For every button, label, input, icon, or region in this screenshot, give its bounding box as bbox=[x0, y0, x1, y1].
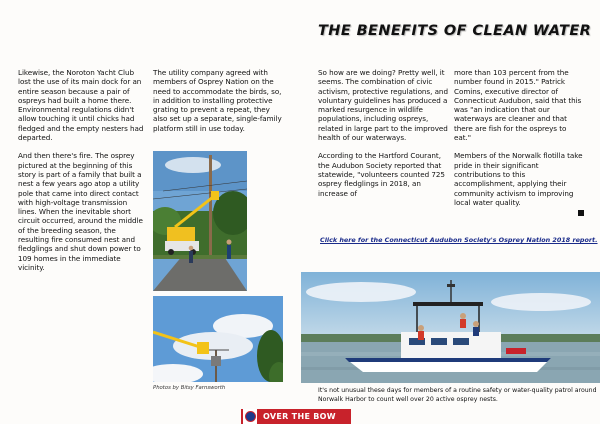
logo-text: OVER THE BOW bbox=[263, 412, 336, 421]
photo-credit: Photos by Bitsy Farnsworth bbox=[153, 385, 226, 391]
audubon-report-link[interactable]: Click here for the Connecticut Audubon Society's Osprey Nation 2018 report. bbox=[320, 236, 598, 244]
utility-truck-photo bbox=[153, 151, 247, 291]
bucket-transformer-image bbox=[153, 296, 283, 382]
paragraph: So how are we doing? Pretty well, it seems. The combination of civic activism, protective regulations, and voluntary guidelines has produced a marked resurgence in wildlife populations, including ospreys, related in large part to the improved health of our waterways. bbox=[318, 68, 448, 143]
text-column-1 bbox=[18, 68, 146, 281]
paragraph: The utility company agreed with members of Osprey Nation on the need to accommodate the birds, so, in addition to installing protective grating to prevent a repeat, they also set up a separate, single-family platform still in use today. bbox=[153, 68, 282, 133]
patrol-boat-image bbox=[301, 272, 600, 383]
end-of-article-mark bbox=[578, 210, 584, 216]
bucket-transformer-photo bbox=[153, 296, 283, 382]
flotilla-badge-icon bbox=[243, 409, 257, 424]
over-the-bow-logo bbox=[241, 409, 351, 424]
paragraph: Members of the Norwalk flotilla take pride in their significant contributions to this accomplishment, applying their community activism to improving local water quality. bbox=[454, 151, 583, 207]
paragraph: more than 103 percent from the number found in 2015." Patrick Comins, executive director of Connecticut Audubon, said that this was "an indication that our waterways are cleaner and that there are fish for the ospreys to eat." bbox=[454, 68, 582, 143]
boat-photo-caption: It's not unusual these days for members of a routine safety or water-quality patrol around Norwalk Harbor to count well over 20 active osprey nests. bbox=[318, 387, 597, 403]
patrol-boat-photo bbox=[301, 272, 600, 383]
paragraph: And then there's fire. The osprey pictured at the beginning of this story is part of a family that built a nest a few years ago atop a utility pole that came into direct contact with high-voltage transmission lines. When the inevitable short circuit occurred, around the middle of the breeding season, the resulting fire consumed nest and fledglings and shut down power to 109 homes in the immediate vicinity. bbox=[18, 151, 143, 272]
paragraph: According to the Hartford Courant, the Audubon Society reported that statewide, "volunteers counted 725 osprey fledglings in 2018, an increase of bbox=[318, 151, 445, 198]
text-column-3 bbox=[318, 68, 448, 207]
paragraph: Likewise, the Noroton Yacht Club lost the use of its main dock for an entire season because a pair of ospreys had built a home there. Environmental regulations didn't allow touching it until chicks had fledged and the empty nesters had departed. bbox=[18, 68, 144, 143]
text-column-2 bbox=[153, 68, 283, 142]
section-title: THE BENEFITS OF CLEAN WATER bbox=[318, 23, 592, 39]
text-column-4 bbox=[454, 68, 584, 216]
utility-truck-image bbox=[153, 151, 247, 291]
